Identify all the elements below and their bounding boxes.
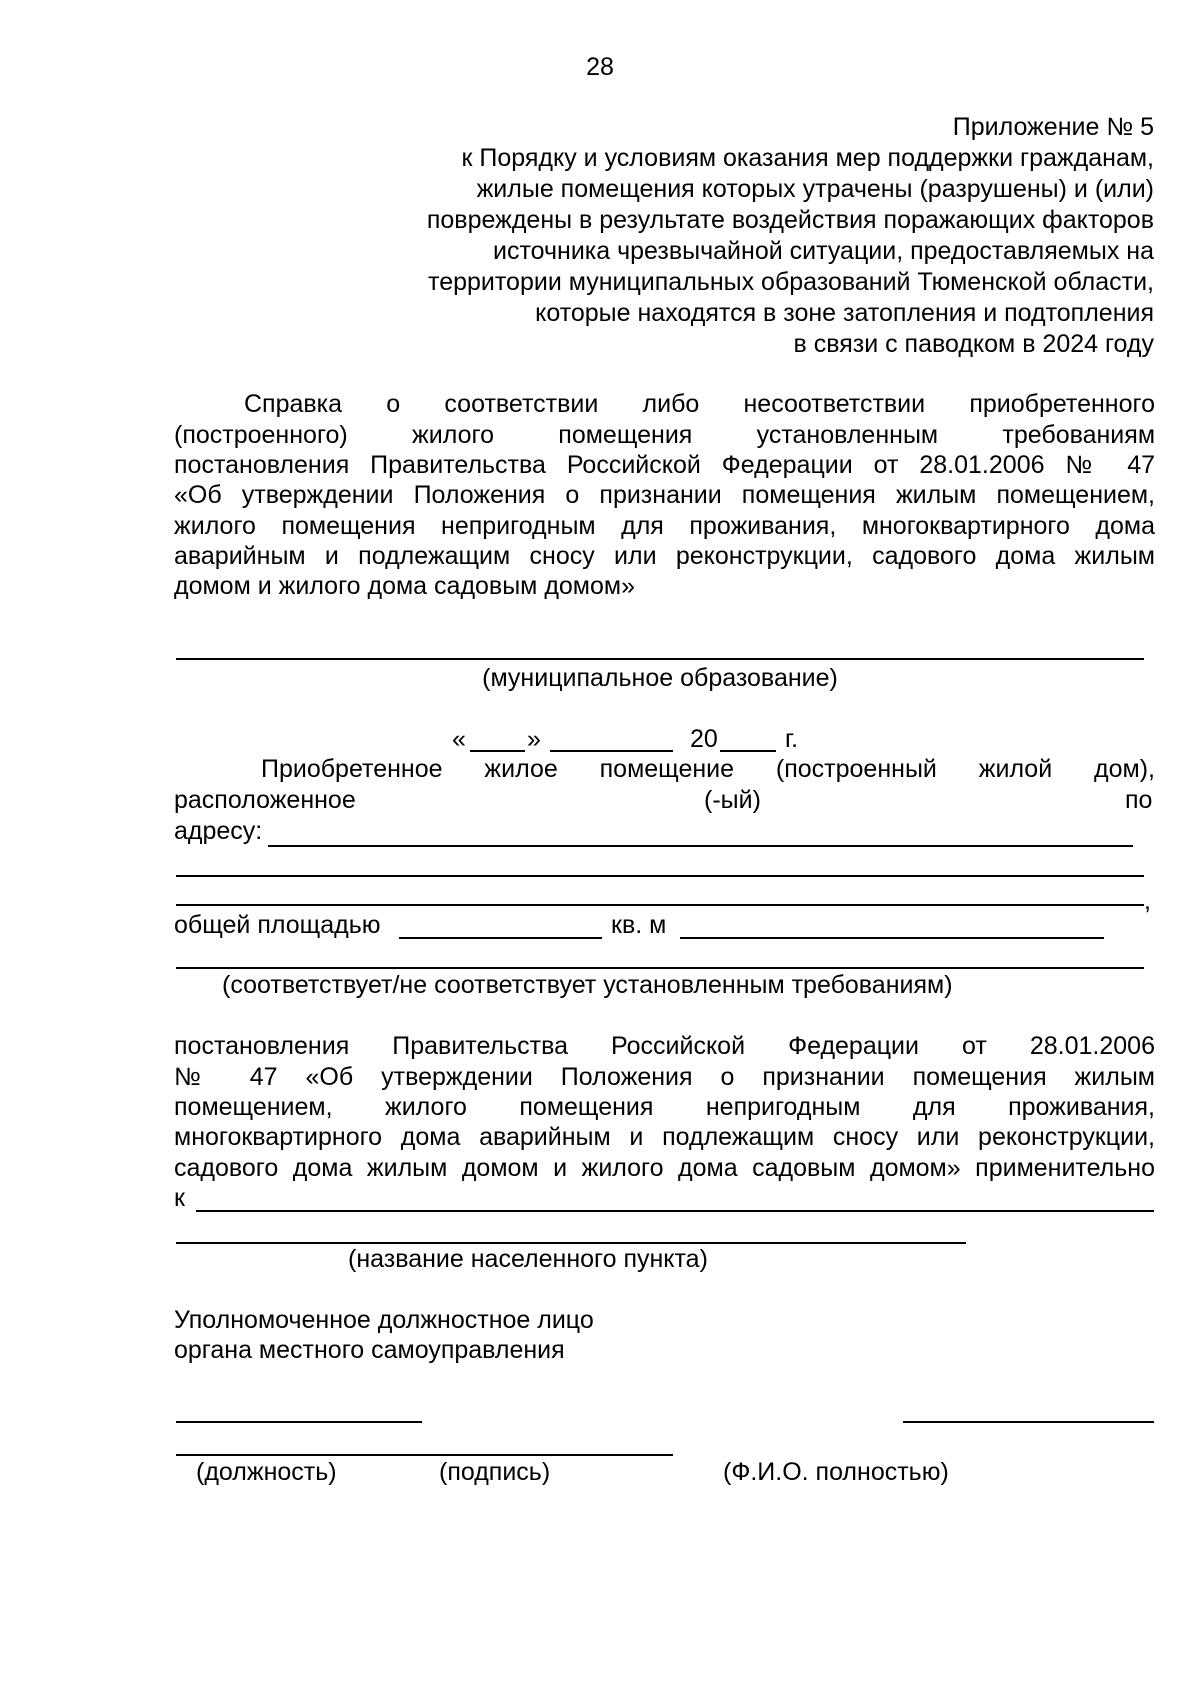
- year-prefix: 20: [690, 725, 718, 753]
- year-blank: [720, 750, 776, 752]
- body-located-label: расположенное: [174, 786, 356, 814]
- k-label: к: [174, 1184, 185, 1212]
- appendix-title: Приложение № 5: [952, 113, 1154, 141]
- full-name-blank-line: [903, 1421, 1154, 1423]
- appendix-line: жилые помещения которых утрачены (разрушены) и (или): [476, 175, 1154, 203]
- address-blank-line-3: [176, 904, 1144, 906]
- municipality-blank-line: [176, 658, 1144, 660]
- day-blank: [470, 750, 525, 752]
- address-blank-line: [268, 845, 1133, 847]
- municipality-caption: (муниципальное образование): [482, 664, 838, 692]
- page-number: 28: [586, 53, 614, 81]
- appendix-line: которые находятся в зоне затопления и подтопления: [535, 299, 1154, 327]
- date-close-quote: »: [527, 725, 541, 753]
- address-label: адресу:: [174, 817, 263, 845]
- appendix-line: повреждены в результате воздействия поражающих факторов: [426, 206, 1154, 234]
- month-blank: [550, 750, 673, 752]
- body-line: Приобретенное жилое помещение (построенный жилой дом),: [261, 755, 1155, 783]
- position-caption: (должность): [196, 1458, 337, 1486]
- body-by-label: по: [1125, 786, 1153, 814]
- year-suffix: г.: [785, 725, 799, 753]
- settlement-caption: (название населенного пункта): [348, 1245, 708, 1273]
- resolution-line: № 47 «Об утверждении Положения о признании помещения жилым: [174, 1063, 1155, 1091]
- resolution-line: садового дома жилым домом и жилого дома садовым домом» применительно: [174, 1154, 1155, 1182]
- heading-line: Справка о соответствии либо несоответствии приобретенного: [244, 390, 1155, 418]
- area-unit: кв. м: [611, 911, 667, 939]
- conformity-caption: (соответствует/не соответствует установленным требованиям): [222, 971, 953, 999]
- heading-line: домом и жилого дома садовым домом»: [174, 572, 635, 600]
- signature-caption: (подпись): [439, 1458, 551, 1486]
- signature-blank-line: [176, 1454, 673, 1456]
- resolution-line: постановления Правительства Российской Федерации от 28.01.2006: [174, 1032, 1155, 1060]
- full-name-caption: (Ф.И.О. полностью): [723, 1458, 949, 1486]
- area-extra-blank-line: [680, 937, 1104, 939]
- conformity-blank-line: [176, 967, 1144, 969]
- appendix-line: к Порядку и условиям оказания мер поддержки гражданам,: [461, 144, 1154, 172]
- position-blank-line: [176, 1421, 422, 1423]
- resolution-line: помещением, жилого помещения непригодным для проживания,: [174, 1093, 1155, 1121]
- address-blank-line-2: [176, 875, 1144, 877]
- appendix-line: источника чрезвычайной ситуации, предоставляемых на: [493, 237, 1154, 265]
- appendix-line: в связи с паводком в 2024 году: [793, 330, 1154, 358]
- area-label: общей площадью: [174, 911, 381, 939]
- resolution-line: многоквартирного дома аварийным и подлежащим сносу или реконструкции,: [174, 1123, 1155, 1151]
- date-open-quote: «: [452, 725, 466, 753]
- official-line: органа местного самоуправления: [174, 1336, 565, 1364]
- heading-line: жилого помещения непригодным для проживания, многоквартирного дома: [174, 512, 1155, 540]
- appendix-line: территории муниципальных образований Тюменской области,: [428, 268, 1154, 296]
- heading-line: «Об утверждении Положения о признании помещения жилым помещением,: [174, 481, 1155, 509]
- area-blank-line: [399, 937, 602, 939]
- settlement-blank-line: [196, 1210, 1154, 1212]
- body-located-suffix: (-ый): [704, 786, 761, 814]
- heading-line: постановления Правительства Российской Федерации от 28.01.2006 № 47: [174, 451, 1155, 479]
- heading-line: аварийным и подлежащим сносу или реконструкции, садового дома жилым: [174, 542, 1155, 570]
- official-line: Уполномоченное должностное лицо: [174, 1306, 594, 1334]
- heading-line: (построенного) жилого помещения установленным требованиям: [174, 421, 1155, 449]
- address-comma: ,: [1144, 887, 1151, 915]
